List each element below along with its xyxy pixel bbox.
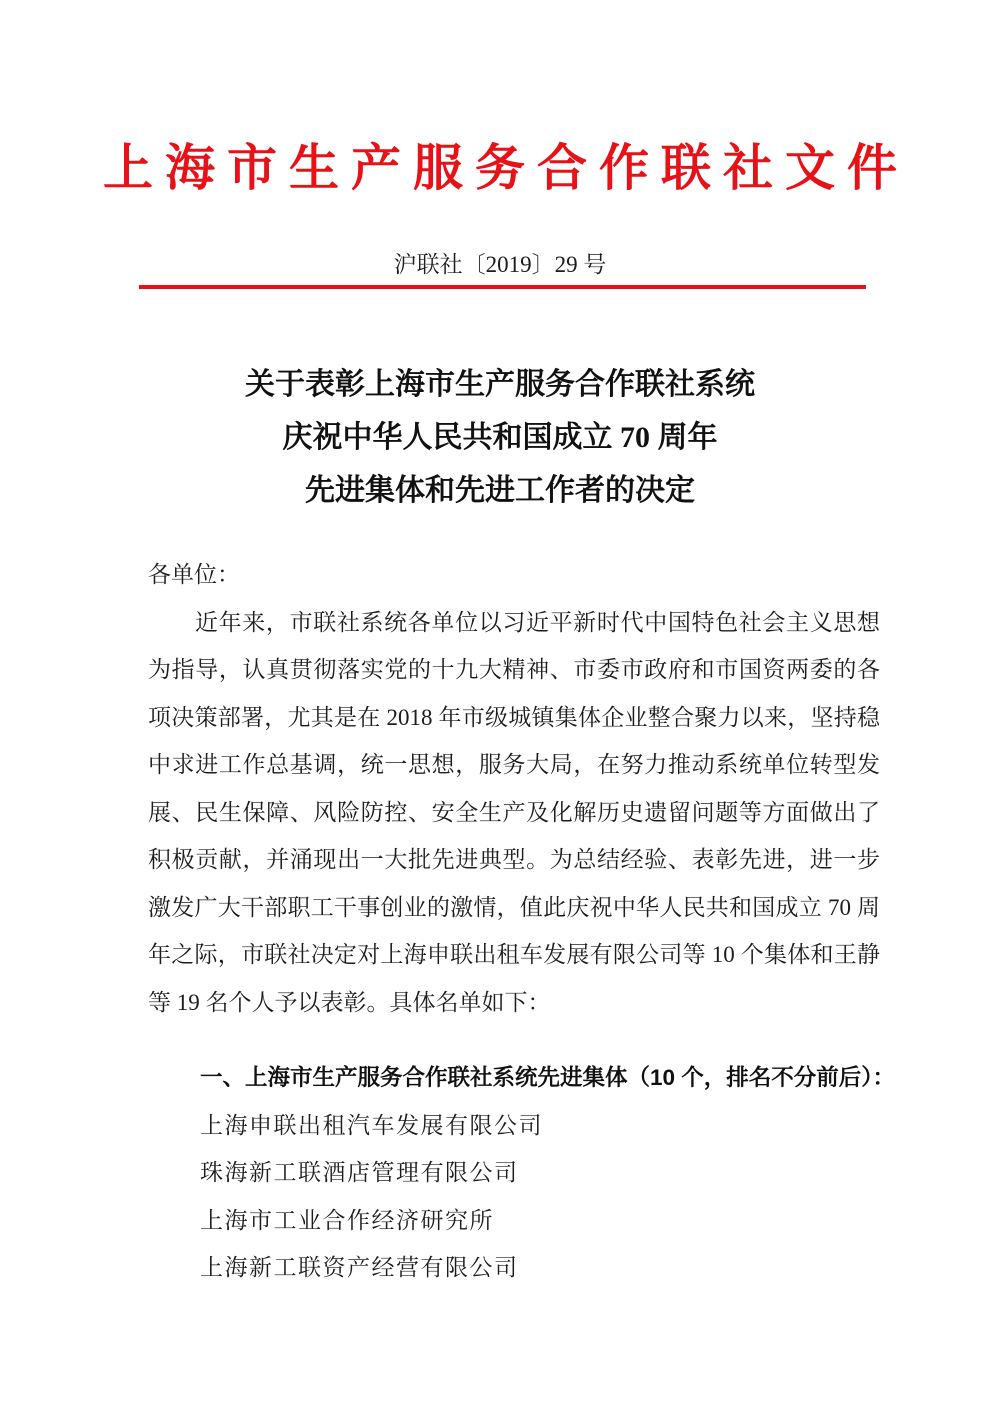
document-body	[148, 551, 896, 1292]
awardee-list	[148, 1102, 880, 1292]
section-heading-advanced-collectives: 一、上海市生产服务合作联社系统先进集体（10 个，排名不分前后）：	[200, 1065, 896, 1090]
document-title-line-2: 庆祝中华人民共和国成立 70 周年	[282, 421, 718, 454]
document-title-line-1: 关于表彰上海市生产服务合作联社系统	[245, 368, 755, 401]
document-title	[0, 358, 1000, 517]
document-number: 沪联社〔2019〕29 号	[393, 252, 607, 277]
list-item: 上海市工业合作经济研究所	[200, 1207, 494, 1233]
list-item: 上海申联出租汽车发展有限公司	[200, 1112, 543, 1138]
red-divider-rule	[139, 285, 866, 289]
list-item: 珠海新工联酒店管理有限公司	[200, 1160, 519, 1185]
document-title-line-3: 先进集体和先进工作者的决定	[305, 474, 695, 507]
letterhead-title: 上海市生产服务合作联社文件	[103, 140, 909, 196]
list-item: 上海新工联资产经营有限公司	[200, 1255, 519, 1280]
body-paragraph: 近年来，市联社系统各单位以习近平新时代中国特色社会主义思想为指导，认真贯彻落实党的十九大精神、市委市政府和市国资两委的各项决策部署，尤其是在 2018 年市级城镇集体企业整合聚力以来，坚持稳中求进工作总基调，统一思想，服务大局，在努力推动系统单位转型发展、民生保障、风险防控、安全生产及化解历史遗留问题等方面做出了积极贡献，并涌现出一大批先进典型。为总结经验、表彰先进，进一步激发广大干部职工干事创业的激情，值此庆祝中华人民共和国成立 70 周年之际，市联社决定对上海申联出租车发展有限公司等 10 个集体和王静等 19 名个人予以表彰。具体名单如下：	[148, 609, 880, 1015]
salutation: 各单位：	[148, 562, 240, 587]
